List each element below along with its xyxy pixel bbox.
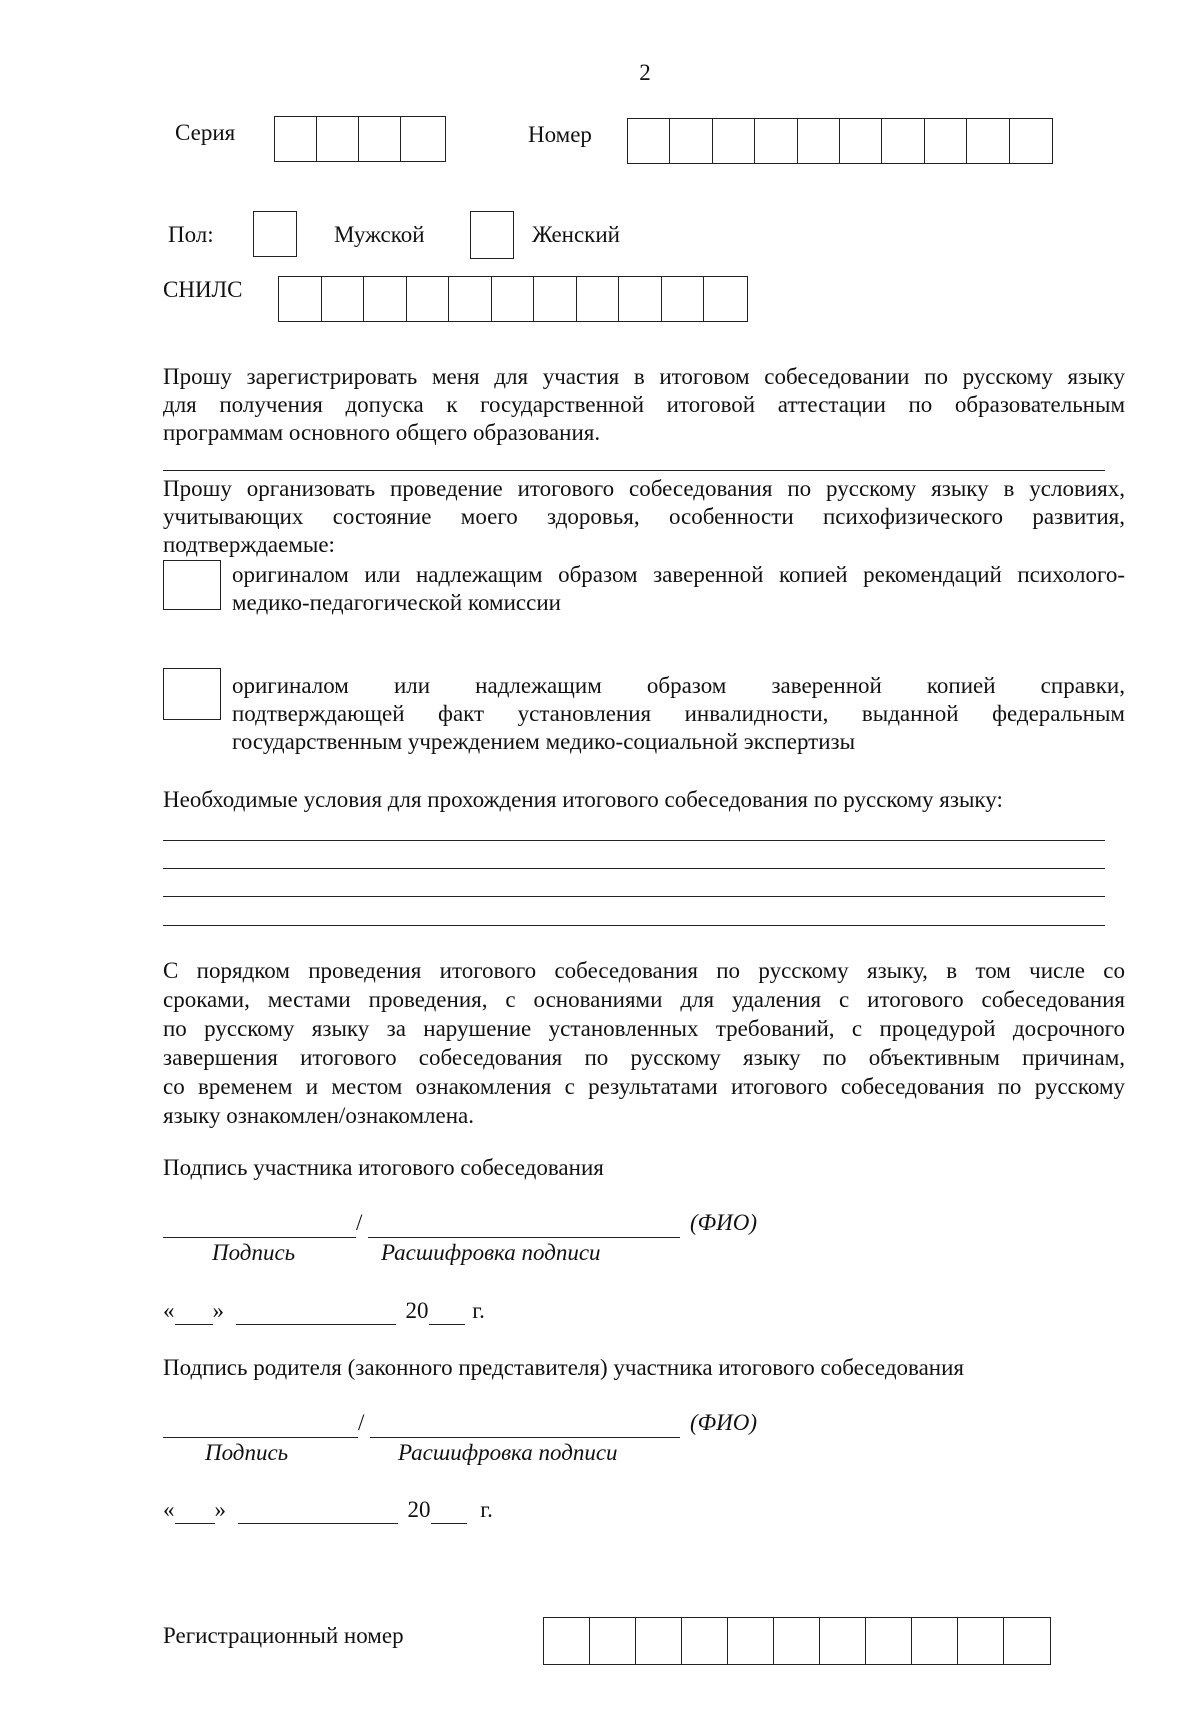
number-cell[interactable] bbox=[882, 119, 924, 163]
snils-cell[interactable] bbox=[662, 277, 705, 321]
conditions-input-line[interactable] bbox=[163, 896, 1105, 897]
number-cell[interactable] bbox=[670, 119, 712, 163]
registration-cell[interactable] bbox=[636, 1618, 682, 1664]
parent-signature-heading: Подпись родителя (законного представителя) участника итогового собеседования bbox=[163, 1355, 964, 1380]
participant-decoding-line[interactable] bbox=[368, 1237, 680, 1238]
page-number: 2 bbox=[639, 60, 651, 85]
number-cell[interactable] bbox=[755, 119, 797, 163]
snils-cell[interactable] bbox=[577, 277, 620, 321]
registration-cell[interactable] bbox=[958, 1618, 1004, 1664]
familiarization-paragraph bbox=[163, 956, 1125, 1130]
snils-field[interactable] bbox=[278, 276, 748, 322]
disability-certificate-checkbox[interactable] bbox=[163, 668, 221, 720]
series-cell[interactable] bbox=[359, 117, 401, 161]
series-field[interactable] bbox=[274, 116, 446, 162]
parent-signature-line[interactable] bbox=[163, 1437, 358, 1438]
snils-cell[interactable] bbox=[534, 277, 577, 321]
series-label: Серия bbox=[175, 120, 236, 145]
number-label: Номер bbox=[528, 122, 592, 147]
parent-decoding-caption: Расшифровка подписи bbox=[398, 1440, 618, 1465]
pmpk-recommendation-checkbox[interactable] bbox=[163, 560, 221, 610]
registration-cell[interactable] bbox=[682, 1618, 728, 1664]
paragraph-line: Прошу организовать проведение итогового собеседования по русскому языку в условиях, bbox=[163, 476, 1125, 501]
female-label: Женский bbox=[532, 222, 620, 247]
participant-year-input[interactable] bbox=[429, 1298, 465, 1325]
participant-fio-label: (ФИО) bbox=[690, 1210, 758, 1235]
year-prefix: 20 bbox=[405, 1298, 429, 1323]
parent-fio-label: (ФИО) bbox=[690, 1410, 758, 1435]
option-line: подтверждающей факт установления инвалидности, выданной федеральным bbox=[232, 701, 1125, 726]
registration-cell[interactable] bbox=[820, 1618, 866, 1664]
paragraph-line: для получения допуска к государственной итоговой аттестации по образовательным bbox=[163, 392, 1125, 417]
parent-day-input[interactable] bbox=[175, 1497, 215, 1524]
option-line: медико-педагогической комиссии bbox=[232, 590, 561, 615]
registration-request-paragraph bbox=[163, 363, 1125, 447]
series-cell[interactable] bbox=[401, 117, 443, 161]
snils-cell[interactable] bbox=[322, 277, 365, 321]
number-cell[interactable] bbox=[840, 119, 882, 163]
paragraph-line: С порядком проведения итогового собеседования по русскому языку, в том числе со bbox=[163, 958, 1125, 983]
series-cell[interactable] bbox=[317, 117, 359, 161]
number-cell[interactable] bbox=[798, 119, 840, 163]
male-label: Мужской bbox=[334, 222, 425, 247]
number-cell[interactable] bbox=[713, 119, 755, 163]
option-line: оригиналом или надлежащим образом заверенной копией справки, bbox=[232, 673, 1125, 698]
female-checkbox[interactable] bbox=[470, 211, 514, 259]
participant-date bbox=[163, 1298, 485, 1325]
participant-decoding-caption: Расшифровка подписи bbox=[381, 1240, 601, 1265]
registration-cell[interactable] bbox=[590, 1618, 636, 1664]
slash-separator: / bbox=[356, 1210, 363, 1235]
paragraph-line: завершения итогового собеседования по русскому языку по объективным причинам, bbox=[163, 1045, 1125, 1070]
year-suffix: г. bbox=[480, 1497, 493, 1522]
parent-date bbox=[163, 1497, 493, 1524]
quote-open: « bbox=[163, 1298, 175, 1323]
participant-signature-heading: Подпись участника итогового собеседования bbox=[163, 1155, 604, 1180]
year-suffix: г. bbox=[472, 1298, 485, 1323]
option-line: государственным учреждением медико-социальной экспертизы bbox=[232, 729, 856, 754]
paragraph-line: Прошу зарегистрировать меня для участия в итоговом собеседовании по русскому языку bbox=[163, 364, 1125, 389]
registration-number-field[interactable] bbox=[543, 1617, 1051, 1665]
snils-cell[interactable] bbox=[619, 277, 662, 321]
participant-signature-line[interactable] bbox=[163, 1237, 356, 1238]
registration-cell[interactable] bbox=[866, 1618, 912, 1664]
participant-signature-caption: Подпись bbox=[212, 1240, 296, 1265]
number-cell[interactable] bbox=[628, 119, 670, 163]
separator-line bbox=[163, 470, 1105, 471]
paragraph-line: программам основного общего образования. bbox=[163, 420, 601, 445]
registration-cell[interactable] bbox=[1004, 1618, 1050, 1664]
conditions-input-line[interactable] bbox=[163, 868, 1105, 869]
snils-cell[interactable] bbox=[407, 277, 450, 321]
male-checkbox[interactable] bbox=[253, 211, 297, 257]
year-prefix: 20 bbox=[407, 1497, 431, 1522]
paragraph-line: по русскому языку за нарушение установленных требований, с процедурой досрочного bbox=[163, 1016, 1125, 1041]
snils-cell[interactable] bbox=[279, 277, 322, 321]
snils-cell[interactable] bbox=[492, 277, 535, 321]
participant-month-input[interactable] bbox=[236, 1298, 396, 1325]
paragraph-line: сроками, местами проведения, с основаниями для удаления с итогового собеседования bbox=[163, 987, 1125, 1012]
parent-decoding-line[interactable] bbox=[370, 1437, 680, 1438]
registration-number-label: Регистрационный номер bbox=[163, 1623, 404, 1648]
conditions-input-line[interactable] bbox=[163, 925, 1105, 926]
option-line: оригиналом или надлежащим образом заверенной копией рекомендаций психолого- bbox=[232, 562, 1125, 587]
disability-option-text bbox=[232, 672, 1125, 756]
parent-signature-caption: Подпись bbox=[205, 1440, 289, 1465]
conditions-request-paragraph bbox=[163, 475, 1125, 559]
paragraph-line: со временем и местом ознакомления с результатами итогового собеседования по русскому bbox=[163, 1074, 1125, 1099]
pmpk-option-text bbox=[232, 561, 1125, 617]
parent-month-input[interactable] bbox=[238, 1497, 398, 1524]
series-cell[interactable] bbox=[275, 117, 317, 161]
snils-cell[interactable] bbox=[449, 277, 492, 321]
snils-cell[interactable] bbox=[704, 277, 747, 321]
registration-cell[interactable] bbox=[728, 1618, 774, 1664]
number-cell[interactable] bbox=[1010, 119, 1052, 163]
participant-day-input[interactable] bbox=[175, 1298, 213, 1325]
necessary-conditions-label: Необходимые условия для прохождения итогового собеседования по русскому языку: bbox=[163, 787, 1003, 812]
slash-separator: / bbox=[358, 1410, 365, 1435]
paragraph-line: подтверждаемые: bbox=[163, 532, 335, 557]
snils-cell[interactable] bbox=[364, 277, 407, 321]
snils-label: СНИЛС bbox=[163, 277, 243, 302]
parent-year-input[interactable] bbox=[431, 1497, 467, 1524]
paragraph-line: учитывающих состояние моего здоровья, особенности психофизического развития, bbox=[163, 504, 1125, 529]
gender-label: Пол: bbox=[168, 222, 214, 247]
number-cell[interactable] bbox=[967, 119, 1009, 163]
paragraph-line: языку ознакомлен/ознакомлена. bbox=[163, 1103, 475, 1128]
number-field[interactable] bbox=[627, 118, 1053, 164]
registration-cell[interactable] bbox=[774, 1618, 820, 1664]
quote-close: » bbox=[214, 1497, 226, 1522]
registration-cell[interactable] bbox=[544, 1618, 590, 1664]
quote-close: » bbox=[212, 1298, 224, 1323]
quote-open: « bbox=[163, 1497, 175, 1522]
registration-cell[interactable] bbox=[912, 1618, 958, 1664]
number-cell[interactable] bbox=[925, 119, 967, 163]
conditions-input-line[interactable] bbox=[163, 840, 1105, 841]
